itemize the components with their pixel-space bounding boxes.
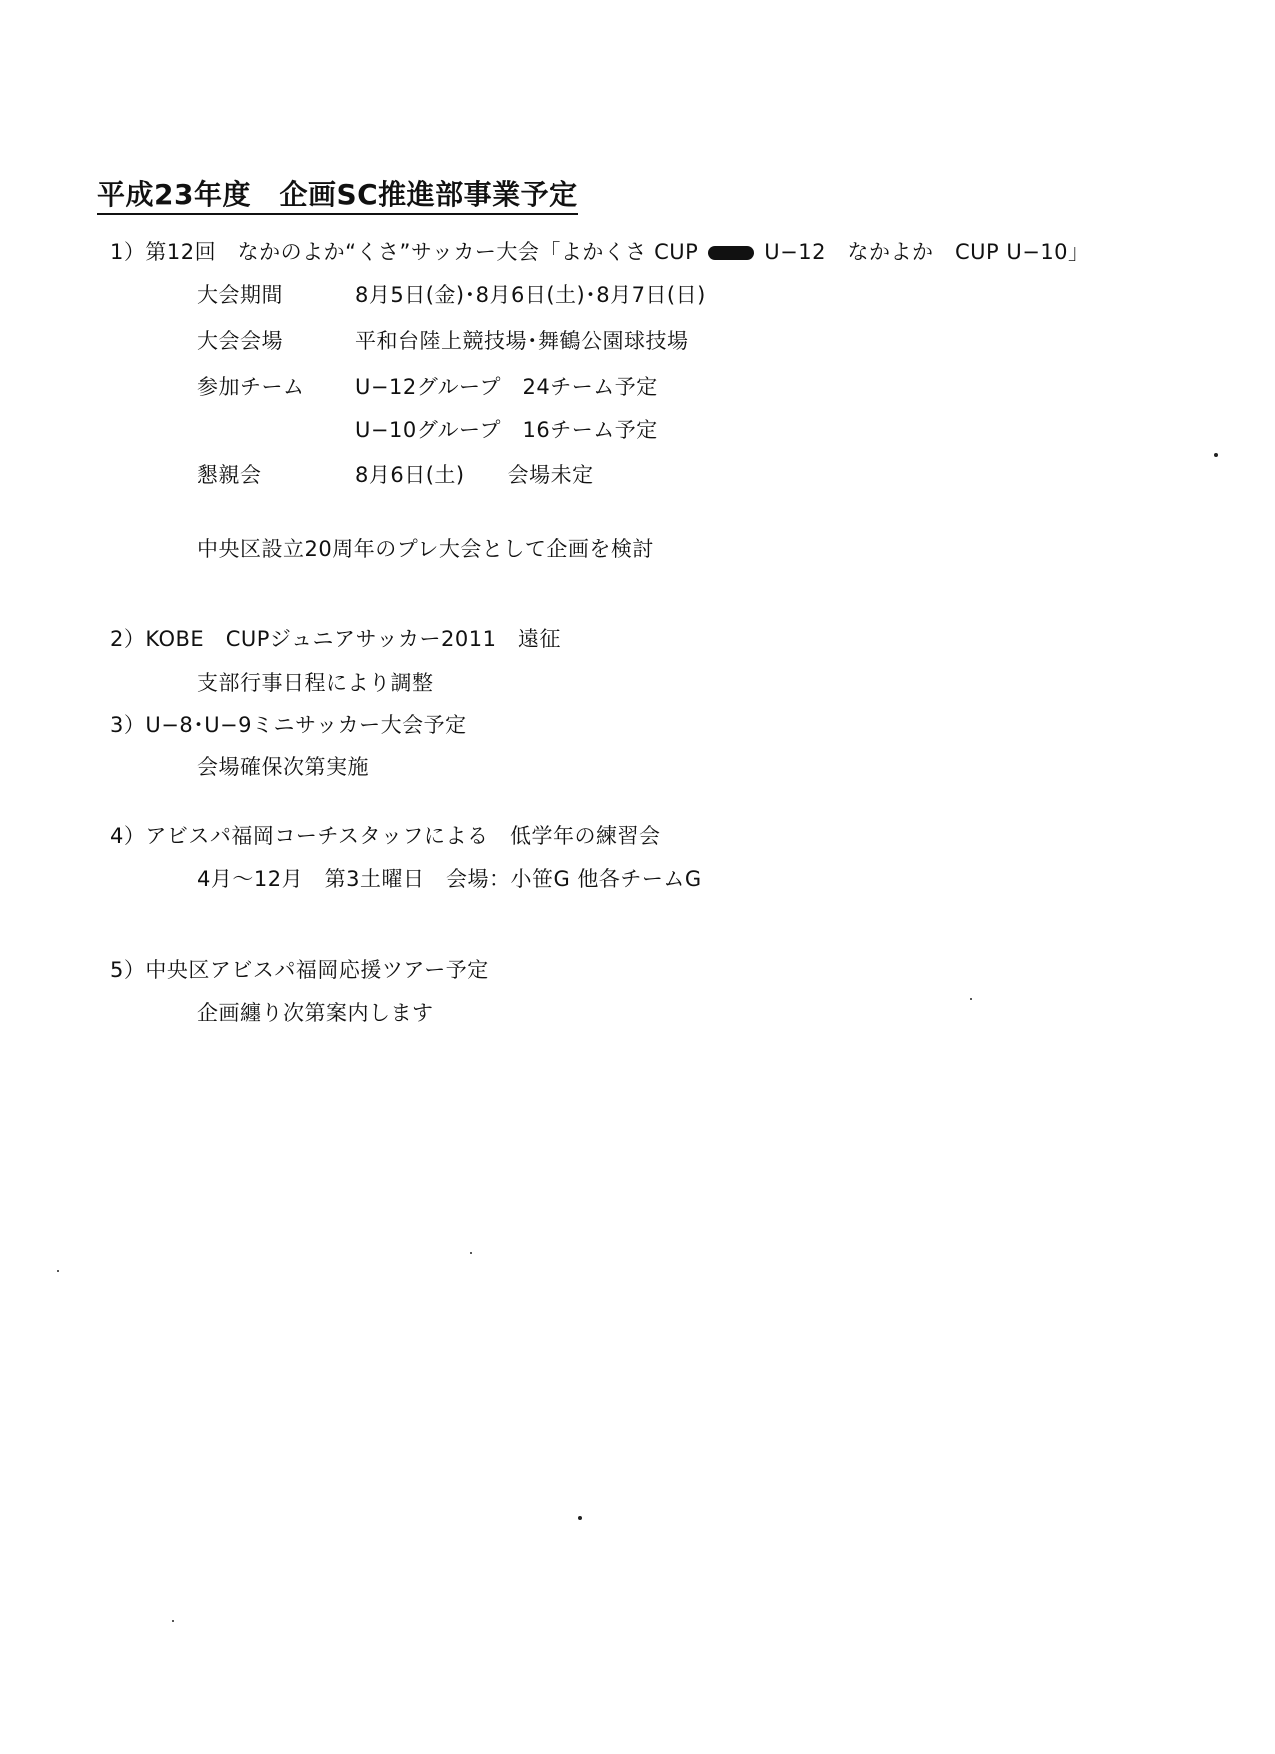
- item-1-row-label: 大会会場: [197, 329, 283, 353]
- item-1-row-label: 参加チーム: [197, 375, 305, 399]
- item-4-detail: 4月～12月 第3土曜日 会場：小笹G 他各チームG: [197, 867, 702, 891]
- item-1-heading-prefix: 1）第12回 なかのよか“くさ”サッカー大会「よかくさ CUP: [110, 240, 699, 264]
- document-title: 平成23年度 企画SC推進部事業予定: [97, 178, 578, 215]
- scan-speck: [970, 998, 972, 1000]
- item-1-heading: [110, 238, 1090, 266]
- item-1-row-value: 8月5日(金)･8月6日(土)･8月7日(日): [355, 283, 706, 307]
- scan-speck: [578, 1516, 582, 1520]
- item-2-heading: 2）KOBE CUPジュニアサッカー2011 遠征: [110, 627, 561, 651]
- item-4-heading: 4）アビスパ福岡コーチスタッフによる 低学年の練習会: [110, 824, 661, 848]
- item-1-row-value: U−10グループ 16チーム予定: [355, 418, 658, 442]
- item-2-detail: 支部行事日程により調整: [197, 671, 434, 695]
- item-5-detail: 企画纏り次第案内します: [197, 1001, 434, 1025]
- scan-speck: [172, 1620, 174, 1622]
- item-1-row-label: 懇親会: [197, 463, 262, 487]
- redaction-mark: [708, 246, 754, 260]
- item-1-row-label: 大会期間: [197, 283, 283, 307]
- scan-speck: [470, 1252, 472, 1254]
- item-5-heading: 5）中央区アビスパ福岡応援ツアー予定: [110, 958, 489, 982]
- item-1-row-value: 8月6日(土) 会場未定: [355, 463, 594, 487]
- scan-speck: [57, 1270, 59, 1272]
- item-1-heading-suffix: U−12 なかよか CUP U−10」: [764, 240, 1090, 264]
- item-1-row-value: U−12グループ 24チーム予定: [355, 375, 658, 399]
- scan-speck: [1214, 453, 1218, 457]
- item-1-row-value: 平和台陸上競技場･舞鶴公園球技場: [355, 329, 689, 353]
- item-3-detail: 会場確保次第実施: [197, 755, 369, 779]
- item-3-heading: 3）U−8･U−9ミニサッカー大会予定: [110, 713, 467, 737]
- item-1-note: 中央区設立20周年のプレ大会として企画を検討: [197, 537, 654, 561]
